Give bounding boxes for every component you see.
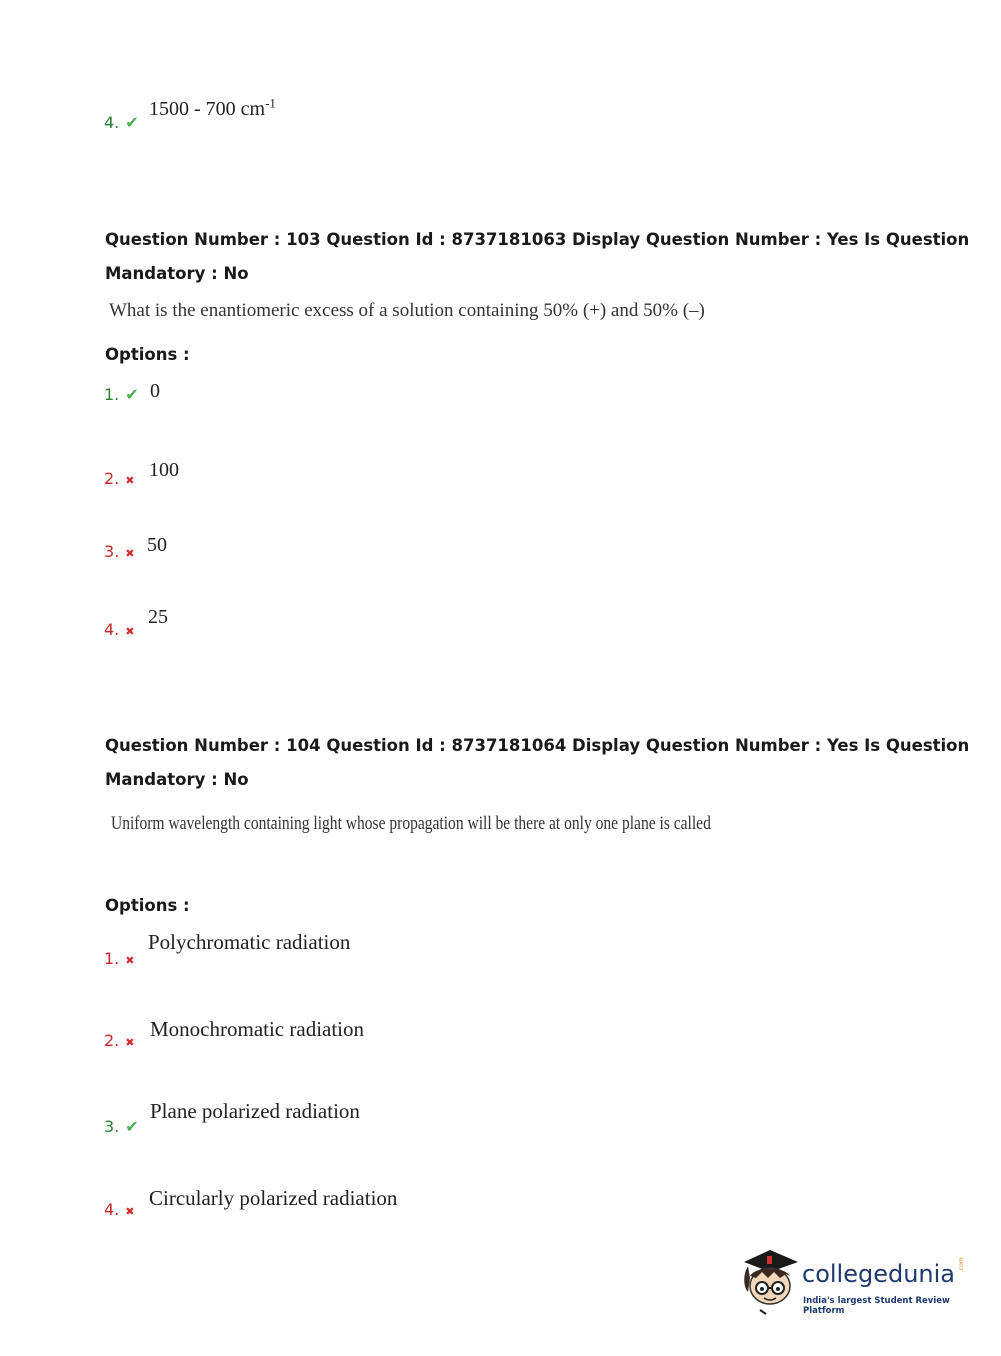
q103-option-3 <box>104 542 134 562</box>
correct-check-icon: ✔ <box>125 1117 139 1136</box>
option-number: 4. <box>104 113 120 132</box>
q104-option-2-text: Monochromatic radiation <box>150 1017 365 1041</box>
option-number: 3. <box>104 542 120 561</box>
option-number: 2. <box>104 1031 120 1050</box>
wrong-cross-icon: ✖ <box>125 954 135 967</box>
mascot-icon <box>740 1248 802 1318</box>
prev-option-4 <box>104 113 139 133</box>
q104-options-label: Options : <box>105 896 190 915</box>
q103-option-3-text: 50 <box>147 534 167 556</box>
q103-option-2-text: 100 <box>149 459 179 481</box>
q103-option-1-text: 0 <box>150 380 160 402</box>
q104-header-line1: Question Number : 104 Question Id : 8737181064 Display Question Number : Yes Is Question <box>105 736 970 755</box>
q103-option-4 <box>104 620 134 640</box>
q103-option-4-text: 25 <box>148 606 168 628</box>
q104-option-4 <box>104 1200 134 1220</box>
q104-option-3 <box>104 1117 139 1137</box>
wrong-cross-icon: ✖ <box>125 474 135 487</box>
logo-tagline: India's largest Student Review Platform <box>803 1296 950 1316</box>
q104-option-1-text: Polychromatic radiation <box>148 930 351 954</box>
option-number: 1. <box>104 949 120 968</box>
q104-header-line2: Mandatory : No <box>105 770 249 789</box>
collegedunia-logo <box>740 1248 970 1318</box>
q104-option-2 <box>104 1031 134 1051</box>
correct-check-icon: ✔ <box>125 113 139 132</box>
wrong-cross-icon: ✖ <box>125 1205 135 1218</box>
option-number: 2. <box>104 469 120 488</box>
wrong-cross-icon: ✖ <box>125 1036 135 1049</box>
option-number: 1. <box>104 385 120 404</box>
q103-question-text: What is the enantiomeric excess of a solution containing 50% (+) and 50% (–) <box>109 300 705 321</box>
logo-suffix: .com <box>958 1257 965 1272</box>
q104-question-text: Uniform wavelength containing light whose propagation will be there at only one plane is called <box>111 814 711 834</box>
q104-option-1 <box>104 949 134 969</box>
prev-option-4-text: 1500 - 700 $cm^{-1}$ <box>149 95 276 120</box>
option-number: 4. <box>104 620 120 639</box>
q104-option-3-text: Plane polarized radiation <box>150 1099 360 1123</box>
q103-header-line2: Mandatory : No <box>105 264 249 283</box>
logo-wordmark: collegedunia <box>802 1260 956 1288</box>
wrong-cross-icon: ✖ <box>125 625 135 638</box>
q103-option-2 <box>104 469 134 489</box>
q103-options-label: Options : <box>105 345 190 364</box>
option-number: 4. <box>104 1200 120 1219</box>
correct-check-icon: ✔ <box>125 385 139 404</box>
q104-option-4-text: Circularly polarized radiation <box>149 1186 398 1210</box>
wrong-cross-icon: ✖ <box>125 547 135 560</box>
q103-header-line1: Question Number : 103 Question Id : 8737181063 Display Question Number : Yes Is Question <box>105 230 970 249</box>
q103-option-1 <box>104 385 139 405</box>
option-number: 3. <box>104 1117 120 1136</box>
